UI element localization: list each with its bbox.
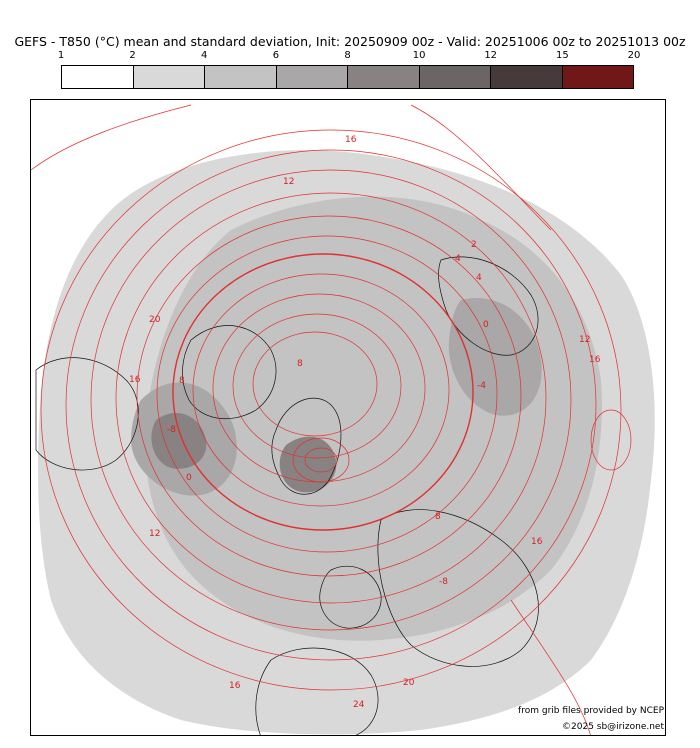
colorbar-segment <box>277 66 349 88</box>
colorbar-segment <box>348 66 420 88</box>
colorbar-tick: 6 <box>272 50 280 61</box>
contour-label: 8 <box>435 512 441 522</box>
colorbar-segment <box>62 66 134 88</box>
contour-label: 16 <box>129 375 141 385</box>
colorbar-tick: 8 <box>344 50 351 61</box>
contour-line <box>31 105 191 170</box>
map-title: GEFS - T850 (°C) mean and standard deviation, Init: 20250909 00z - Valid: 20251006 00z to 20251013 00z <box>14 34 686 49</box>
contour-label: 8 <box>297 359 303 369</box>
contour-label: 0 <box>186 473 192 483</box>
copyright-credit: ©2025 sb@irizone.net <box>562 722 664 732</box>
contour-label: 2 <box>471 240 477 250</box>
contour-label: 20 <box>149 315 161 325</box>
contour-label: 8 <box>179 376 185 386</box>
contour-label: 16 <box>229 681 241 691</box>
contour-label: 12 <box>283 177 295 187</box>
colorbar-tick-labels <box>57 50 641 64</box>
colorbar-tick: 10 <box>412 50 426 61</box>
colorbar-segment <box>420 66 492 88</box>
contour-label: 24 <box>353 700 365 710</box>
colorbar-segment <box>491 66 563 88</box>
contour-label: 0 <box>483 320 489 330</box>
contour-label: 4 <box>476 273 482 283</box>
colorbar <box>61 65 634 89</box>
colorbar-segment <box>205 66 277 88</box>
map-frame <box>30 99 666 736</box>
data-source-credit: from grib files provided by NCEP <box>518 706 664 716</box>
colorbar-tick: 15 <box>556 50 569 61</box>
contour-label: 16 <box>589 355 601 365</box>
polar-map <box>31 100 666 736</box>
colorbar-tick: 2 <box>129 50 136 61</box>
contour-label: -8 <box>439 577 448 587</box>
colorbar-tick: 12 <box>484 50 498 61</box>
contour-label: 16 <box>531 537 543 547</box>
contour-label: 12 <box>149 529 161 539</box>
colorbar-tick: 4 <box>201 50 208 61</box>
colorbar-segment <box>563 66 634 88</box>
contour-label: -4 <box>477 381 486 391</box>
colorbar-tick: 20 <box>627 50 641 61</box>
colorbar-segment <box>134 66 206 88</box>
contour-label: -8 <box>167 425 176 435</box>
contour-label: 16 <box>345 135 357 145</box>
colorbar-tick: 1 <box>57 50 65 61</box>
contour-label: 20 <box>403 678 415 688</box>
contour-label: 4 <box>455 254 461 264</box>
contour-label: 12 <box>579 335 591 345</box>
